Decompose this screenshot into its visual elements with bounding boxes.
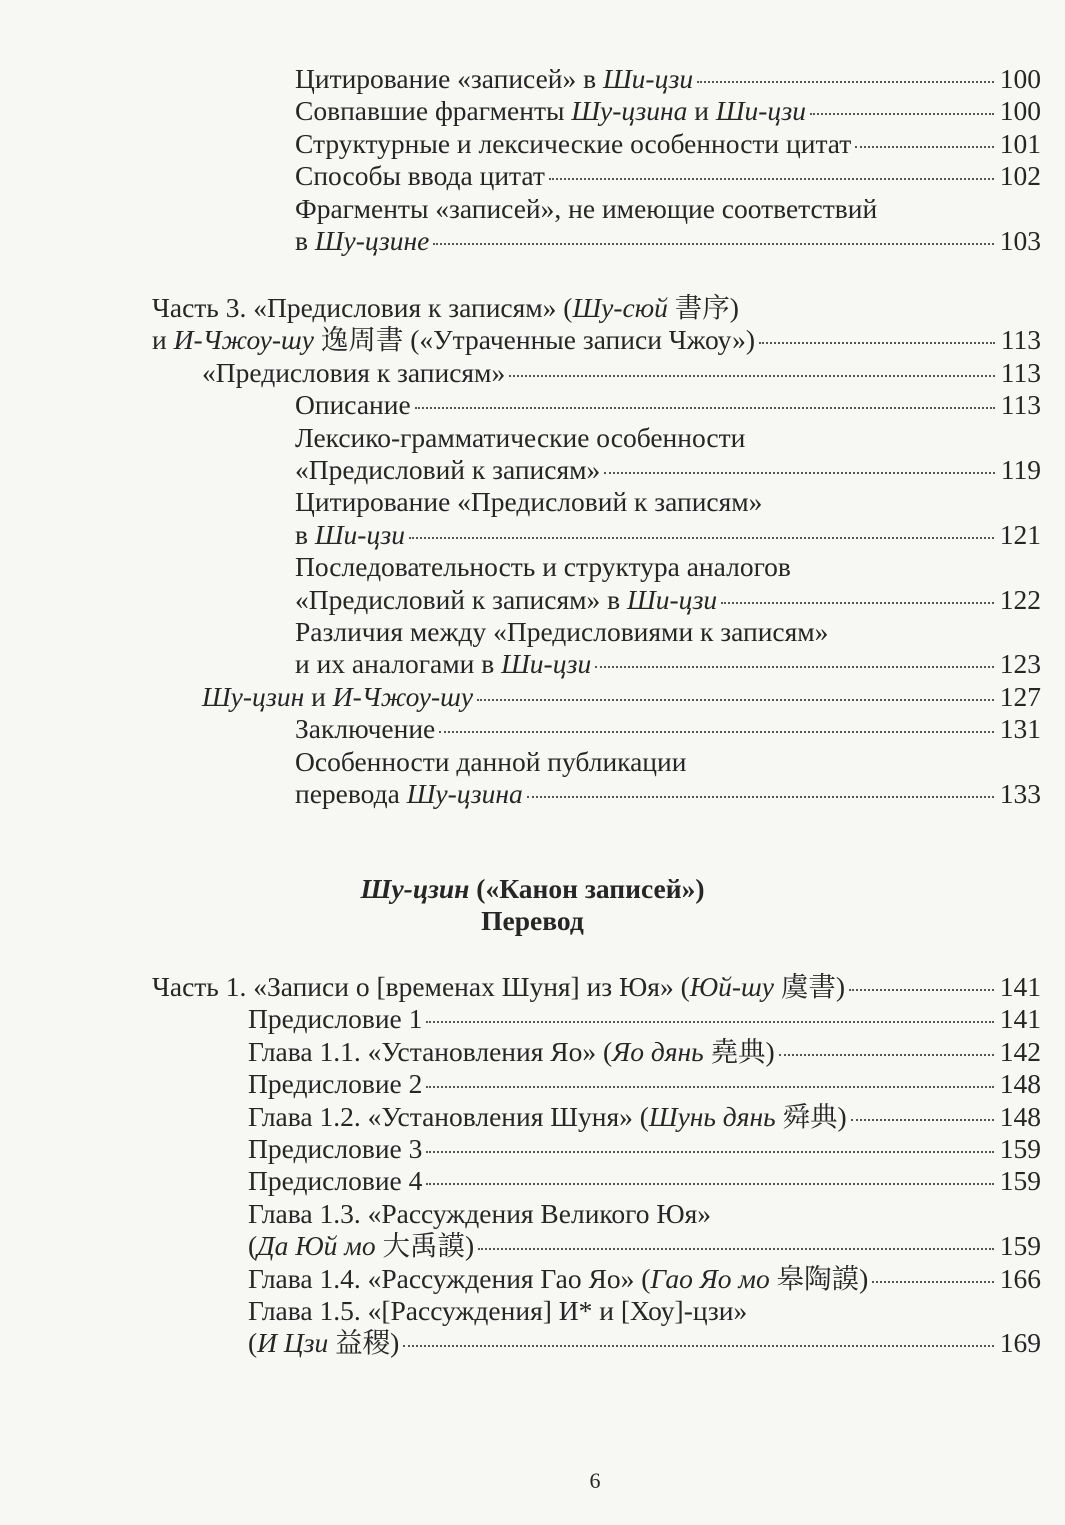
toc-part3-entry[interactable] bbox=[295, 454, 1041, 486]
toc-text-segment: Предисловие 2 bbox=[248, 1068, 423, 1100]
toc-page-number: 148 bbox=[999, 1068, 1041, 1100]
toc-page-number: 113 bbox=[1000, 356, 1041, 388]
toc-entry-first-line bbox=[295, 193, 877, 225]
toc-text-segment: и их аналогами в bbox=[295, 648, 502, 680]
toc-italic-title: Шу-цзине bbox=[314, 225, 430, 256]
toc-entry-title bbox=[248, 1036, 775, 1068]
toc-top-entry[interactable] bbox=[295, 95, 1041, 127]
toc-part1-entry[interactable] bbox=[248, 1068, 1041, 1100]
toc-entry-first-line bbox=[152, 292, 739, 324]
toc-page-number: 166 bbox=[999, 1262, 1041, 1294]
toc-entry-first-line bbox=[295, 422, 745, 454]
toc-text-segment: Цитирование «записей» в bbox=[295, 63, 603, 94]
toc-top-entry[interactable] bbox=[295, 225, 1041, 257]
dot-leader bbox=[849, 989, 994, 991]
dot-leader bbox=[426, 1021, 993, 1023]
toc-part1-entry[interactable] bbox=[248, 1101, 1041, 1133]
dot-leader bbox=[415, 407, 995, 409]
toc-part3-entry[interactable] bbox=[295, 389, 1041, 421]
toc-entry-title bbox=[248, 1263, 868, 1295]
toc-entry-title bbox=[295, 128, 851, 160]
dot-leader bbox=[527, 796, 994, 798]
toc-entry-title bbox=[295, 389, 411, 421]
toc-entry-title bbox=[295, 63, 693, 95]
toc-page-number: 122 bbox=[999, 583, 1041, 615]
toc-italic-title: Ши-цзи bbox=[627, 583, 718, 615]
dot-leader bbox=[595, 666, 993, 668]
toc-page-number: 141 bbox=[999, 971, 1041, 1002]
toc-italic-title: Шу-сюй bbox=[572, 292, 668, 323]
dot-leader bbox=[779, 1054, 994, 1056]
dot-leader bbox=[604, 472, 994, 474]
toc-italic-title: Юй-шу bbox=[689, 971, 775, 1002]
toc-entry-first-line bbox=[295, 746, 686, 778]
toc-italic-title: Шу-цзина bbox=[406, 778, 523, 809]
toc-page-number: 131 bbox=[999, 713, 1041, 745]
toc-text-segment: Заключение bbox=[295, 713, 436, 745]
toc-page-number: 100 bbox=[999, 63, 1041, 94]
toc-text-segment: «Предисловий к записям» в bbox=[295, 583, 628, 615]
toc-text-segment: «Предисловий к записям» bbox=[295, 454, 601, 485]
toc-entry-first-line bbox=[295, 486, 762, 518]
toc-entry-title bbox=[295, 454, 600, 486]
toc-entry-first-line bbox=[295, 616, 828, 648]
toc-entry-first-line bbox=[248, 1198, 711, 1230]
dot-leader bbox=[851, 1119, 994, 1121]
toc-entry-title bbox=[295, 713, 435, 745]
toc-part1-entry[interactable] bbox=[248, 1230, 1041, 1262]
toc-part3-entry[interactable] bbox=[152, 324, 1041, 356]
dot-leader bbox=[478, 1248, 994, 1250]
dot-leader bbox=[426, 1183, 993, 1185]
toc-page-number: 142 bbox=[999, 1035, 1041, 1067]
toc-text-segment: Особенности данной публикации bbox=[295, 745, 687, 777]
toc-entry-title bbox=[248, 1068, 422, 1100]
toc-page-number: 159 bbox=[999, 1230, 1041, 1262]
dot-leader bbox=[409, 537, 994, 539]
toc-page-number: 127 bbox=[999, 680, 1041, 712]
toc-entry-first-line bbox=[248, 1295, 747, 1327]
toc-page-number: 133 bbox=[999, 778, 1041, 809]
toc-entry-title bbox=[202, 681, 473, 713]
toc-text-segment: 逸周書 («Утраченные записи Чжоу») bbox=[313, 324, 756, 356]
toc-page-number: 103 bbox=[999, 225, 1041, 256]
toc-text-segment: Фрагменты «записей», не имеющие соответствий bbox=[295, 192, 878, 224]
toc-text-segment: «Предисловия к записям» bbox=[202, 356, 506, 388]
toc-entry-title bbox=[248, 1003, 422, 1035]
toc-part3-entry[interactable] bbox=[295, 778, 1041, 810]
toc-italic-title: И-Чжоу-шу bbox=[173, 324, 314, 356]
toc-italic-title: Ши-цзи bbox=[501, 648, 592, 680]
dot-leader bbox=[697, 81, 994, 83]
toc-text-segment: Предисловие 1 bbox=[248, 1003, 423, 1035]
toc-text-segment: Структурные и лексические особенности цитат bbox=[295, 127, 852, 159]
toc-italic-title: Ши-цзи bbox=[715, 95, 806, 127]
toc-entry-first-line bbox=[295, 551, 791, 583]
dot-leader bbox=[477, 699, 994, 701]
toc-text-segment: в bbox=[295, 518, 315, 550]
toc-text-segment: и bbox=[687, 95, 716, 127]
toc-italic-title: Яо дянь bbox=[612, 1035, 704, 1067]
toc-text-segment: Способы ввода цитат bbox=[295, 160, 545, 192]
toc-text-segment: Совпавшие фрагменты bbox=[295, 95, 572, 127]
toc-entry-title bbox=[202, 357, 505, 389]
toc-text-segment: Часть 1. «Записи о [временах Шуня] из Юя» ( bbox=[152, 971, 690, 1002]
toc-page-number: 119 bbox=[1000, 454, 1041, 485]
dot-leader bbox=[403, 1345, 993, 1347]
toc-text-segment: Глава 1.2. «Установления Шуня» ( bbox=[248, 1100, 649, 1132]
toc-italic-title: И-Чжоу-шу bbox=[332, 680, 474, 712]
dot-leader bbox=[433, 243, 993, 245]
toc-page-number: 159 bbox=[999, 1133, 1041, 1164]
dot-leader bbox=[509, 375, 995, 377]
toc-entry-title bbox=[295, 778, 523, 810]
toc-entry-title bbox=[295, 648, 591, 680]
section-heading bbox=[0, 873, 1065, 905]
toc-text-segment: Предисловие 3 bbox=[248, 1133, 423, 1164]
toc-entry-title bbox=[152, 971, 845, 1003]
toc-text-segment: и bbox=[152, 324, 174, 356]
dot-leader bbox=[872, 1281, 994, 1283]
toc-entry-title bbox=[248, 1101, 847, 1133]
toc-text-segment: 皋陶謨) bbox=[769, 1262, 869, 1294]
toc-text-segment: Различия между «Предисловиями к записям» bbox=[295, 616, 829, 647]
toc-text-segment: Описание bbox=[295, 389, 411, 421]
toc-text-segment: в bbox=[295, 225, 315, 256]
toc-part3-entry[interactable] bbox=[295, 519, 1041, 551]
dot-leader bbox=[810, 113, 994, 115]
toc-entry-title bbox=[248, 1133, 422, 1165]
toc-italic-title: Ши-цзи bbox=[603, 63, 694, 94]
toc-page-number: 121 bbox=[999, 518, 1041, 550]
toc-text-segment: Глава 1.5. «[Рассуждения] И* и [Хоу]-цзи» bbox=[248, 1295, 748, 1326]
toc-text-segment: 書序) bbox=[667, 292, 739, 323]
toc-part1-entry[interactable] bbox=[248, 1036, 1041, 1068]
toc-page-number: 141 bbox=[999, 1003, 1041, 1035]
toc-page-number: 169 bbox=[999, 1327, 1041, 1359]
toc-part1-entry[interactable] bbox=[248, 1133, 1041, 1165]
toc-page-number: 113 bbox=[1000, 324, 1041, 356]
dot-leader bbox=[426, 1151, 993, 1153]
toc-entry-title bbox=[248, 1327, 399, 1359]
section-heading-title: Шу-цзин bbox=[360, 873, 470, 904]
dot-leader bbox=[759, 342, 995, 344]
toc-part3-entry[interactable] bbox=[295, 584, 1041, 616]
toc-italic-title: Ши-цзи bbox=[314, 518, 406, 550]
section-heading-translation: Перевод bbox=[481, 905, 584, 936]
dot-leader bbox=[549, 178, 994, 180]
toc-page-number: 101 bbox=[999, 127, 1041, 159]
toc-page-number: 148 bbox=[999, 1100, 1041, 1132]
toc-text-segment: Часть 3. «Предисловия к записям» ( bbox=[152, 292, 573, 323]
toc-italic-title: Шу-цзина bbox=[571, 95, 688, 127]
section-heading-subtitle: («Канон записей») bbox=[469, 873, 705, 904]
toc-part1-entry[interactable] bbox=[248, 1263, 1041, 1295]
dot-leader bbox=[855, 146, 993, 148]
toc-text-segment: перевода bbox=[295, 778, 407, 809]
toc-text-segment: Глава 1.3. «Рассуждения Великого Юя» bbox=[248, 1197, 712, 1229]
toc-page-number: 159 bbox=[999, 1165, 1041, 1197]
toc-page-number: 123 bbox=[999, 648, 1041, 680]
toc-text-segment: 虞書) bbox=[774, 971, 846, 1002]
toc-italic-title: Да Юй мо bbox=[257, 1230, 376, 1262]
toc-text-segment: Глава 1.4. «Рассуждения Гао Яо» ( bbox=[248, 1262, 651, 1294]
toc-text-segment: Цитирование «Предисловий к записям» bbox=[295, 486, 763, 518]
toc-entry-title bbox=[248, 1230, 474, 1262]
toc-text-segment: 大禹謨) bbox=[375, 1230, 475, 1262]
toc-text-segment: 堯典) bbox=[703, 1035, 775, 1067]
toc-text-segment: 益稷) bbox=[328, 1327, 400, 1359]
toc-entry-title bbox=[248, 1165, 422, 1197]
toc-top-entry[interactable] bbox=[295, 160, 1041, 192]
toc-part1-entry[interactable] bbox=[152, 971, 1041, 1003]
toc-top-entry[interactable] bbox=[295, 128, 1041, 160]
dot-leader bbox=[426, 1086, 993, 1088]
toc-page-number: 102 bbox=[999, 160, 1041, 192]
toc-entry-title bbox=[295, 225, 429, 257]
toc-part3-entry[interactable] bbox=[295, 713, 1041, 745]
toc-entry-title bbox=[295, 519, 405, 551]
toc-text-segment: и bbox=[304, 680, 333, 712]
toc-top-entry[interactable] bbox=[295, 63, 1041, 95]
toc-part3-entry[interactable] bbox=[202, 681, 1041, 713]
toc-part1-entry[interactable] bbox=[248, 1003, 1041, 1035]
toc-entry-title bbox=[295, 95, 806, 127]
toc-text-segment: Предисловие 4 bbox=[248, 1165, 423, 1197]
toc-text-segment: 舜典) bbox=[775, 1100, 847, 1132]
dot-leader bbox=[439, 731, 994, 733]
toc-text-segment: Последовательность и структура аналогов bbox=[295, 551, 791, 583]
toc-entry-title bbox=[152, 324, 755, 356]
toc-part3-entry[interactable] bbox=[202, 357, 1041, 389]
toc-text-segment: ( bbox=[248, 1327, 258, 1359]
toc-text-segment: Глава 1.1. «Установления Яо» ( bbox=[248, 1035, 613, 1067]
toc-italic-title: И Цзи bbox=[257, 1327, 329, 1359]
toc-italic-title: Гао Яо мо bbox=[650, 1262, 770, 1294]
toc-text-segment: Лексико-грамматические особенности bbox=[295, 421, 746, 453]
dot-leader bbox=[721, 602, 994, 604]
toc-entry-title bbox=[295, 584, 717, 616]
page-number: 6 bbox=[589, 1468, 601, 1493]
toc-entry-title bbox=[295, 160, 545, 192]
toc-text-segment: ( bbox=[248, 1230, 258, 1262]
toc-page-number: 113 bbox=[1000, 389, 1041, 421]
toc-part1-entry[interactable] bbox=[248, 1165, 1041, 1197]
toc-italic-title: Шу-цзин bbox=[202, 680, 305, 712]
toc-part3-entry[interactable] bbox=[295, 648, 1041, 680]
toc-italic-title: Шунь дянь bbox=[648, 1100, 776, 1132]
toc-part1-entry[interactable] bbox=[248, 1327, 1041, 1359]
toc-page-number: 100 bbox=[999, 95, 1041, 127]
